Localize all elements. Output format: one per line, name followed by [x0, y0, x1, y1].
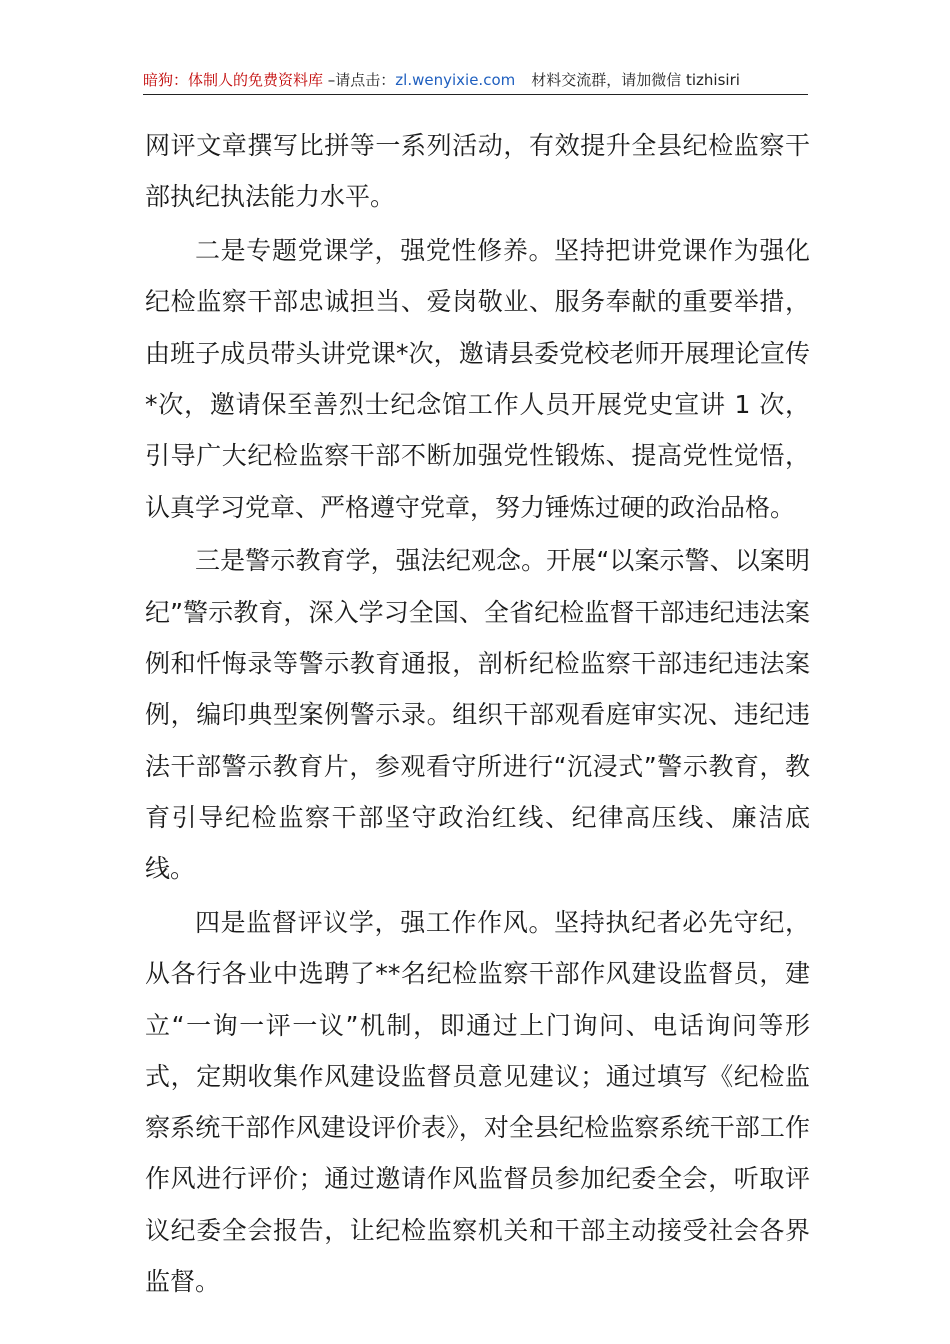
page-header [143, 70, 808, 95]
header-group-info: 材料交流群，请加微信 tizhisiri [531, 71, 740, 89]
paragraph-supervision-review: 四是监督评议学，强工作作风。坚持执纪者必先守纪，从各行各业中选聘了**名纪检监察干部作风建设监督员，建立“一询一评一议”机制，即通过上门询问、电话询问等形式，定期收集作风建设监督员意见建议；通过填写《纪检监察系统干部作风建设评价表》，对全县纪检监察系统干部工作作风进行评价；通过邀请作风监督员参加纪委全会，听取评议纪委全会报告，让纪检监察机关和干部主动接受社会各界监督。 [145, 907, 810, 1297]
document-body [145, 120, 810, 1307]
header-prompt: –请点击： [323, 71, 396, 89]
paragraph-continuation: 网评文章撰写比拼等一系列活动，有效提升全县纪检监察干部执纪执法能力水平。 [145, 131, 810, 212]
paragraph-party-lecture: 二是专题党课学，强党性修养。坚持把讲党课作为强化纪检监察干部忠诚担当、爱岗敬业、服务奉献的重要举措，由班子成员带头讲党课*次，邀请县委党校老师开展理论宣传*次，邀请保至善烈士纪念馆工作人员开展党史宣讲 1 次，引导广大纪检监察干部不断加强党性锻炼、提高党性觉悟，认真学习党章、严格遵守党章，努力锤炼过硬的政治品格。 [145, 236, 810, 522]
header-brand: 暗狗：体制人的免费资料库 [143, 71, 324, 89]
paragraph-warning-education: 三是警示教育学，强法纪观念。开展“以案示警、以案明纪”警示教育，深入学习全国、全省纪检监督干部违纪违法案例和忏悔录等警示教育通报，剖析纪检监察干部违纪违法案例，编印典型案例警示录。组织干部观看庭审实况、违纪违法干部警示教育片，参观看守所进行“沉浸式”警示教育，教育引导纪检监察干部坚守政治红线、纪律高压线、廉洁底线。 [145, 546, 810, 884]
header-link[interactable]: zl.wenyixie.com [395, 71, 516, 89]
